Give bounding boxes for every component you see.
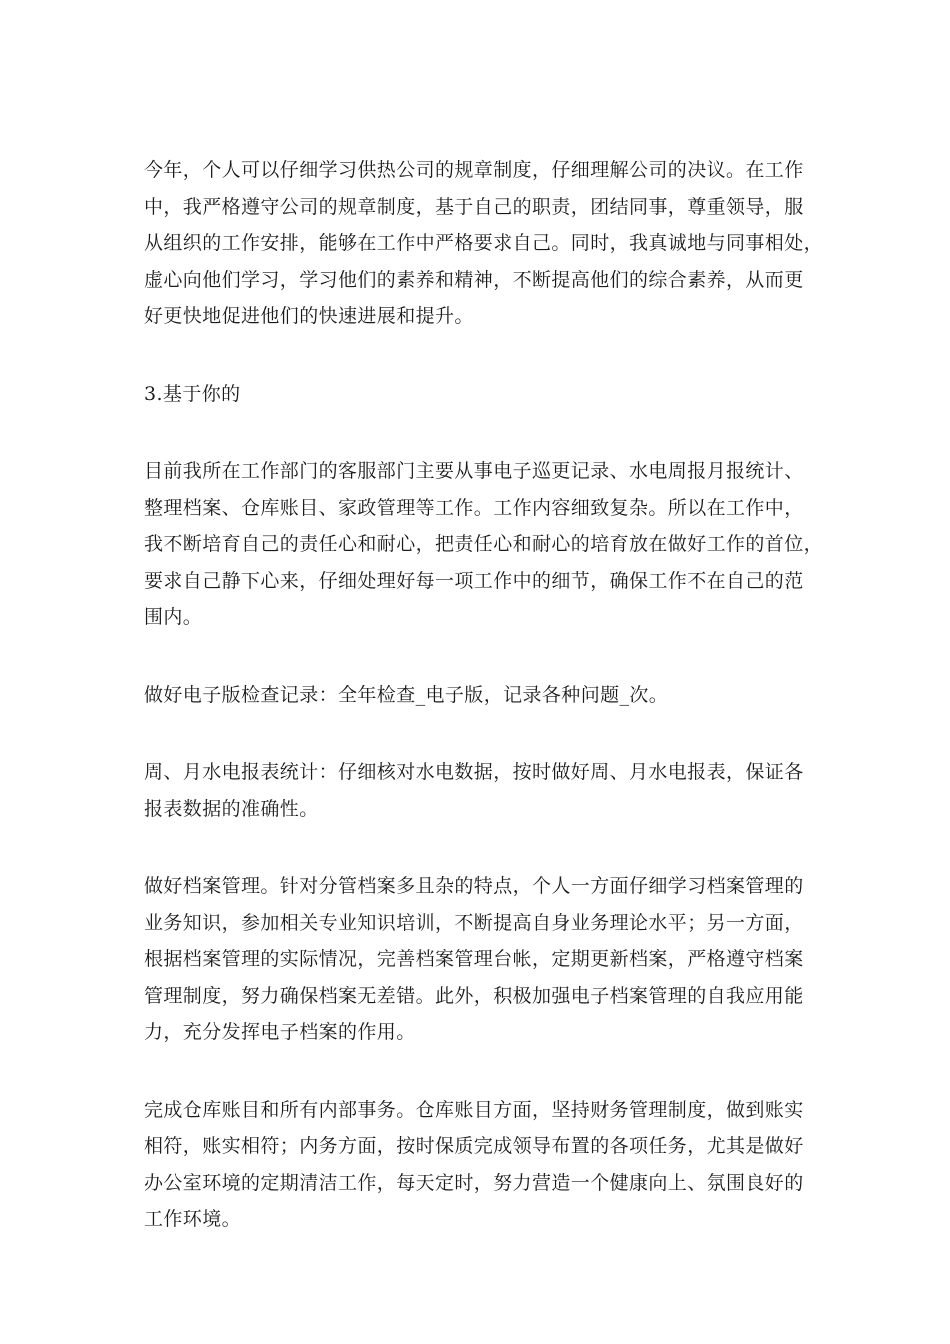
text-line: 根据档案管理的实际情况，完善档案管理台帐，定期更新档案，严格遵守档案 xyxy=(144,948,804,970)
text-line: 管理制度，努力确保档案无差错。此外，积极加强电子档案管理的自我应用能 xyxy=(144,984,804,1007)
text-line: 中，我严格遵守公司的规章制度，基于自己的职责，团结同事，尊重领导，服 xyxy=(144,195,804,218)
text-line: 要求自己静下心来，仔细处理好每一项工作中的细节，确保工作不在自己的范 xyxy=(144,569,804,592)
text-line: 力，充分发挥电子档案的作用。 xyxy=(144,1021,416,1043)
text-line: 虚心向他们学习，学习他们的素养和精神，不断提高他们的综合素养，从而更 xyxy=(144,268,804,291)
text-line: 相符，账实相符；内务方面，按时保质完成领导布置的各项任务，尤其是做好 xyxy=(144,1135,804,1157)
text-line: 今年，个人可以仔细学习供热公司的规章制度，仔细理解公司的决议。在工作 xyxy=(144,159,804,181)
text-line: 目前我所在工作部门的客服部门主要从事电子巡更记录、水电周报月报统计、 xyxy=(144,460,804,482)
text-line: 工作环境。 xyxy=(144,1208,242,1230)
document-body xyxy=(144,152,824,1279)
text-line: 业务知识，参加相关专业知识培训，不断提高自身业务理论水平；另一方面， xyxy=(144,911,804,934)
text-line: 办公室环境的定期清洁工作，每天定时，努力营造一个健康向上、氛围良好的 xyxy=(144,1171,804,1194)
section-heading xyxy=(144,376,808,413)
paragraph-archive-management xyxy=(144,868,808,1051)
text-line: 整理档案、仓库账目、家政管理等工作。工作内容细致复杂。所以在工作中， xyxy=(144,496,804,519)
text-line: 围内。 xyxy=(144,606,203,628)
paragraph-annual-study xyxy=(144,152,824,335)
paragraph-department-work xyxy=(144,453,824,636)
section-heading-text: 3.基于你的 xyxy=(144,382,241,405)
text-line: 周、月水电报表统计：仔细核对水电数据，按时做好周、月水电报表，保证各 xyxy=(144,761,804,783)
paragraph-utility-reports xyxy=(144,754,808,827)
paragraph-warehouse-accounts xyxy=(144,1092,808,1238)
text-line: 报表数据的准确性。 xyxy=(144,797,319,820)
text-line: 我不断培育自己的责任心和耐心，把责任心和耐心的培育放在做好工作的首位， xyxy=(144,533,824,555)
text-line: 做好档案管理。针对分管档案多且杂的特点，个人一方面仔细学习档案管理的 xyxy=(144,875,804,897)
text-line: 从组织的工作安排，能够在工作中严格要求自己。同时，我真诚地与同事相处， xyxy=(144,232,824,254)
paragraph-electronic-records xyxy=(144,677,808,714)
text-line: 做好电子版检查记录：全年检查_电子版，记录各种问题_次。 xyxy=(144,683,669,706)
text-line: 完成仓库账目和所有内部事务。仓库账目方面，坚持财务管理制度，做到账实 xyxy=(144,1098,804,1121)
text-line: 好更快地促进他们的快速进展和提升。 xyxy=(144,305,474,327)
